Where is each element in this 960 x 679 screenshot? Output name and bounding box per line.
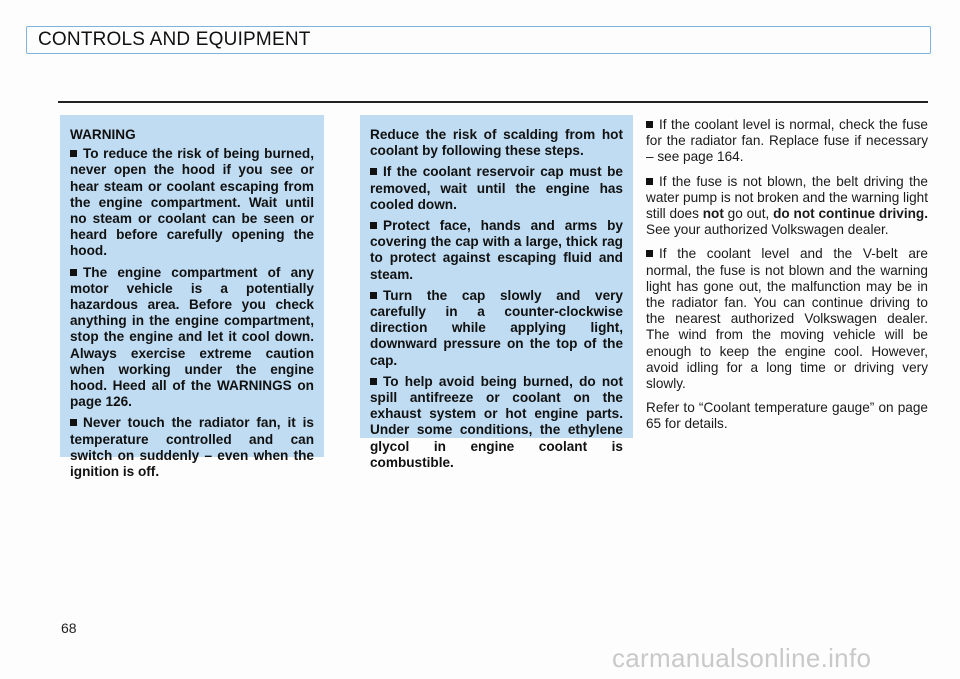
info-paragraph: Refer to “Coolant temperature gauge” on page 65 for details.: [646, 400, 928, 432]
header-rule: [58, 101, 928, 103]
scalding-paragraph: Turn the cap slowly and very carefully in a counter-clockwise direction while applying light, downward pressure on the top of the cap.: [370, 287, 623, 368]
watermark: carmanualsonline.info: [612, 643, 872, 673]
bullet-icon: [370, 378, 377, 385]
scalding-paragraph: Protect face, hands and arms by covering the cap with a large, thick rag to protect against escaping fluid and steam.: [370, 218, 623, 282]
do-not-continue-emphasis: do not continue driving.: [773, 206, 928, 222]
page-number: 68: [61, 620, 77, 636]
warning-paragraph: The engine compartment of any motor vehicle is a potentially hazardous area. Before you check anything in the engine compartment, stop the engine and let it cool down. Always exercise extreme caution when working under the engine hood. Heed all of the WARNINGS on page 126.: [70, 264, 314, 410]
warning-title: WARNING: [70, 127, 136, 142]
page-header-title: CONTROLS AND EQUIPMENT: [38, 29, 311, 50]
info-column: [646, 117, 928, 441]
bullet-icon: [370, 292, 377, 299]
scalding-box: [360, 115, 633, 470]
bullet-icon: [70, 269, 77, 276]
warning-paragraph: Never touch the radiator fan, it is temperature controlled and can switch on suddenly – even when the ignition is off.: [70, 415, 314, 480]
warning-box: [60, 115, 324, 480]
warning-paragraph: To reduce the risk of being burned, never open the hood if you see or hear steam or coolant escaping from the engine compartment. Wait until no steam or coolant can be seen or heard before carefully opening the hood.: [70, 146, 314, 259]
info-paragraph: If the fuse is not blown, the belt driving the water pump is not broken and the warning light still does not go out, do not continue driving. See your authorized Volkswagen dealer.: [646, 173, 928, 238]
info-paragraph: If the coolant level is normal, check the fuse for the radiator fan. Replace fuse if necessary – see page 164.: [646, 117, 928, 165]
scalding-intro: Reduce the risk of scalding from hot coolant by following these steps.: [370, 127, 623, 159]
bullet-icon: [370, 222, 377, 229]
scalding-paragraph: If the coolant reservoir cap must be removed, wait until the engine has cooled down.: [370, 164, 623, 212]
info-paragraph: If the coolant level and the V-belt are normal, the fuse is not blown and the warning light has gone out, the malfunction may be in the radiator fan. You can continue driving to the nearest authorized Volkswagen dealer. The wind from the moving vehicle will be enough to keep the engine cool. However, avoid idling for a long time or driving very slowly.: [646, 246, 928, 392]
bullet-icon: [370, 168, 377, 175]
bullet-icon: [646, 121, 653, 128]
bullet-icon: [646, 178, 653, 185]
bullet-icon: [70, 419, 77, 426]
bullet-icon: [70, 150, 77, 157]
bullet-icon: [646, 250, 653, 257]
scalding-paragraph: To help avoid being burned, do not spill antifreeze or coolant on the exhaust system or hot engine parts. Under some conditions, the ethylene glycol in engine coolant is combustible.: [370, 373, 623, 470]
